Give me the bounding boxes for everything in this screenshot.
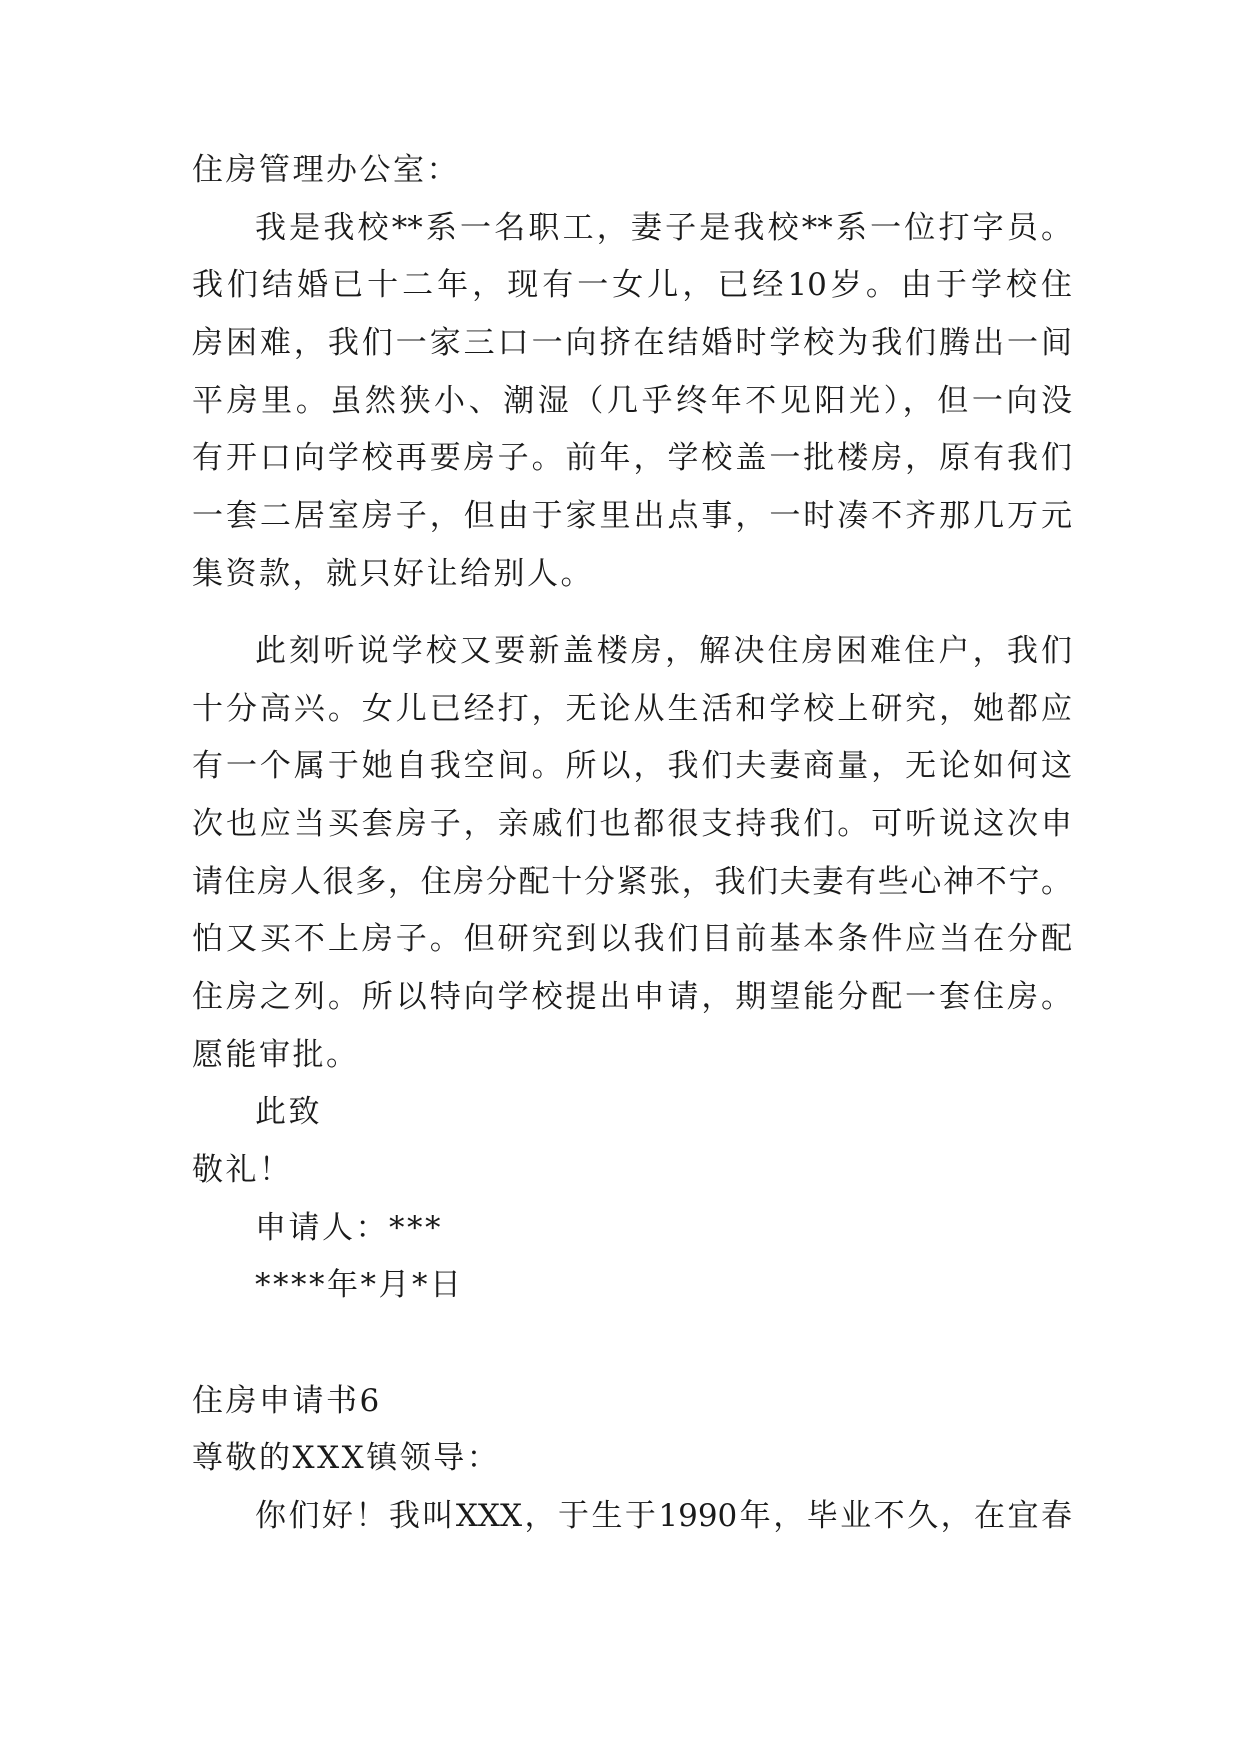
paragraph-3-line-1: 你们好！我叫XXX，于生于1990年，毕业不久，在宜春 bbox=[255, 1498, 1072, 1534]
date-line: ****年*月*日 bbox=[255, 1267, 464, 1303]
salutation-line: 住房管理办公室： bbox=[192, 152, 460, 188]
paragraph-1-line-7: 集资款，就只好让给别人。 bbox=[192, 556, 594, 592]
paragraph-1-line-5: 有开口向学校再要房子。前年，学校盖一批楼房，原有我们 bbox=[192, 440, 1072, 476]
applicant-line: 申请人：*** bbox=[255, 1210, 443, 1246]
paragraph-2-line-3: 有一个属于她自我空间。所以，我们夫妻商量，无论如何这 bbox=[192, 748, 1072, 784]
paragraph-2-line-2: 十分高兴。女儿已经打，无论从生活和学校上研究，她都应 bbox=[192, 691, 1072, 727]
paragraph-1-line-6: 一套二居室房子，但由于家里出点事，一时凑不齐那几万元 bbox=[192, 498, 1072, 534]
paragraph-2-line-5: 请住房人很多，住房分配十分紧张，我们夫妻有些心神不宁。 bbox=[192, 864, 1072, 900]
paragraph-2-line-4: 次也应当买套房子，亲戚们也都很支持我们。可听说这次申 bbox=[192, 806, 1072, 842]
closing-jingli: 敬礼！ bbox=[192, 1152, 293, 1188]
salutation-line-2: 尊敬的XXX镇领导： bbox=[192, 1440, 501, 1476]
paragraph-2-line-1: 此刻听说学校又要新盖楼房，解决住房困难住户，我们 bbox=[255, 633, 1072, 669]
paragraph-2-line-8: 愿能审批。 bbox=[192, 1037, 360, 1073]
paragraph-1-line-4: 平房里。虽然狭小、潮湿（几乎终年不见阳光），但一向没 bbox=[192, 383, 1072, 419]
paragraph-2-line-6: 怕又买不上房子。但研究到以我们目前基本条件应当在分配 bbox=[192, 921, 1072, 957]
paragraph-2-line-7: 住房之列。所以特向学校提出申请，期望能分配一套住房。 bbox=[192, 979, 1072, 1015]
paragraph-1-line-1: 我是我校**系一名职工，妻子是我校**系一位打字员。 bbox=[255, 210, 1072, 246]
section-heading: 住房申请书6 bbox=[192, 1383, 382, 1419]
paragraph-1-line-3: 房困难，我们一家三口一向挤在结婚时学校为我们腾出一间 bbox=[192, 325, 1072, 361]
paragraph-1-line-2: 我们结婚已十二年，现有一女儿，已经10岁。由于学校住 bbox=[192, 267, 1072, 303]
closing-cizhi: 此致 bbox=[255, 1094, 322, 1130]
